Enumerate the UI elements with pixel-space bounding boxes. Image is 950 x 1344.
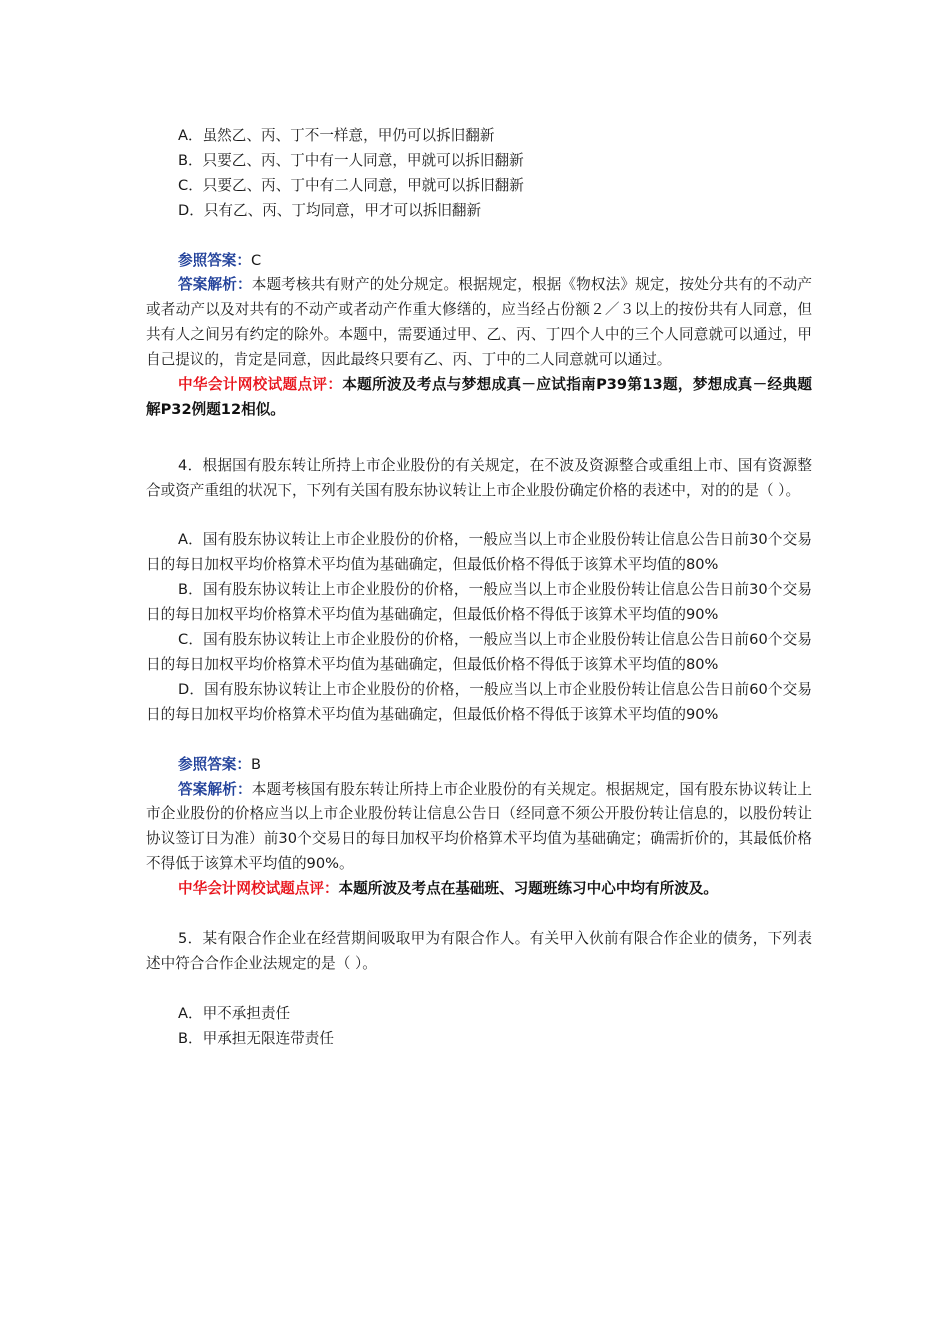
comment-label: 中华会计网校试题点评： (178, 376, 343, 394)
answer-label: 参照答案： (178, 755, 251, 773)
q5-option-b: B．甲承担无限连带责任 (178, 1029, 334, 1047)
q4-option-a: A．国有股东协议转让上市企业股份的价格，一般应当以上市企业股份转让信息公告日前30个交易日的每日加权平均价格算术平均值为基础确定，但最低价格不得低于该算术平均值的80% (146, 531, 812, 574)
q3-option-d: D．只有乙、丙、丁均同意，甲才可以拆旧翻新 (178, 201, 482, 219)
q4-analysis (146, 778, 812, 878)
q3-options (146, 124, 812, 224)
q5-question: 5．某有限合作企业在经营期间吸取甲为有限合作人。有关甲入伙前有限合作企业的债务，下列表述中符合合作企业法规定的是（ ）。 (146, 929, 812, 972)
q3-option-a: A．虽然乙、丙、丁不一样意，甲仍可以拆旧翻新 (178, 127, 495, 144)
answer-value: B (250, 755, 261, 773)
q4-comment (146, 877, 812, 902)
q3-option-b: B．只要乙、丙、丁中有一人同意，甲就可以拆旧翻新 (178, 151, 524, 169)
analysis-label: 答案解析： (178, 780, 252, 798)
q4-option-d: D．国有股东协议转让上市企业股份的价格，一般应当以上市企业股份转让信息公告日前60个交易日的每日加权平均价格算术平均值为基础确定，但最低价格不得低于该算术平均值的90% (146, 680, 812, 723)
q3-comment (146, 373, 812, 423)
q5-options (146, 1002, 812, 1052)
q4-option-b: B．国有股东协议转让上市企业股份的价格，一般应当以上市企业股份转让信息公告日前30个交易日的每日加权平均价格算术平均值为基础确定，但最低价格不得低于该算术平均值的90% (146, 581, 812, 624)
comment-text: 本题所波及考点与梦想成真－应试指南P39第13题，梦想成真－经典题解P32例题12相似。 (146, 376, 812, 418)
q4-question: 4．根据国有股东转让所持上市企业股份的有关规定，在不波及资源整合或重组上市、国有资源整合或资产重组的状况下，下列有关国有股东协议转让上市企业股份确定价格的表述中，对的的是（ ）。 (146, 456, 812, 499)
q4-answer (146, 753, 812, 778)
q3-answer (146, 249, 812, 274)
q4-options (146, 528, 812, 727)
q5-option-a: A．甲不承担责任 (178, 1004, 291, 1022)
analysis-label: 答案解析： (178, 276, 252, 294)
analysis-text: 本题考核共有财产的处分规定。根据规定，根据《物权法》规定，按处分共有的不动产或者动产以及对共有的不动产或者动产作重大修缮的，应当经占份额２／３以上的按份共有人同意，但共有人之间另有约定的除外。本题中，需要通过甲、乙、丙、丁四个人中的三个人同意就可以通过，甲自己提议的，肯定是同意，因此最终只要有乙、丙、丁中的二人同意就可以通过。 (146, 276, 812, 369)
answer-label: 参照答案： (178, 251, 251, 269)
document-page (146, 124, 812, 1051)
analysis-text: 本题考核国有股东转让所持上市企业股份的有关规定。根据规定，国有股东协议转让上市企业股份的价格应当以上市企业股份转让信息公告日（经同意不须公开股份转让信息的，以股份转让协议签订日为准）前30个交易日的每日加权平均价格算术平均值为基础确定；确需折价的，其最低价格不得低于该算术平均值的90%。 (146, 780, 812, 873)
q3-option-c: C．只要乙、丙、丁中有二人同意，甲就可以拆旧翻新 (178, 176, 524, 194)
comment-text: 本题所波及考点在基础班、习题班练习中心中均有所波及。 (338, 880, 718, 898)
answer-value: C (250, 251, 262, 269)
comment-label: 中华会计网校试题点评： (178, 880, 339, 898)
q3-analysis (146, 273, 812, 373)
q4-option-c: C．国有股东协议转让上市企业股份的价格，一般应当以上市企业股份转让信息公告日前60个交易日的每日加权平均价格算术平均值为基础确定，但最低价格不得低于该算术平均值的80% (146, 631, 812, 673)
